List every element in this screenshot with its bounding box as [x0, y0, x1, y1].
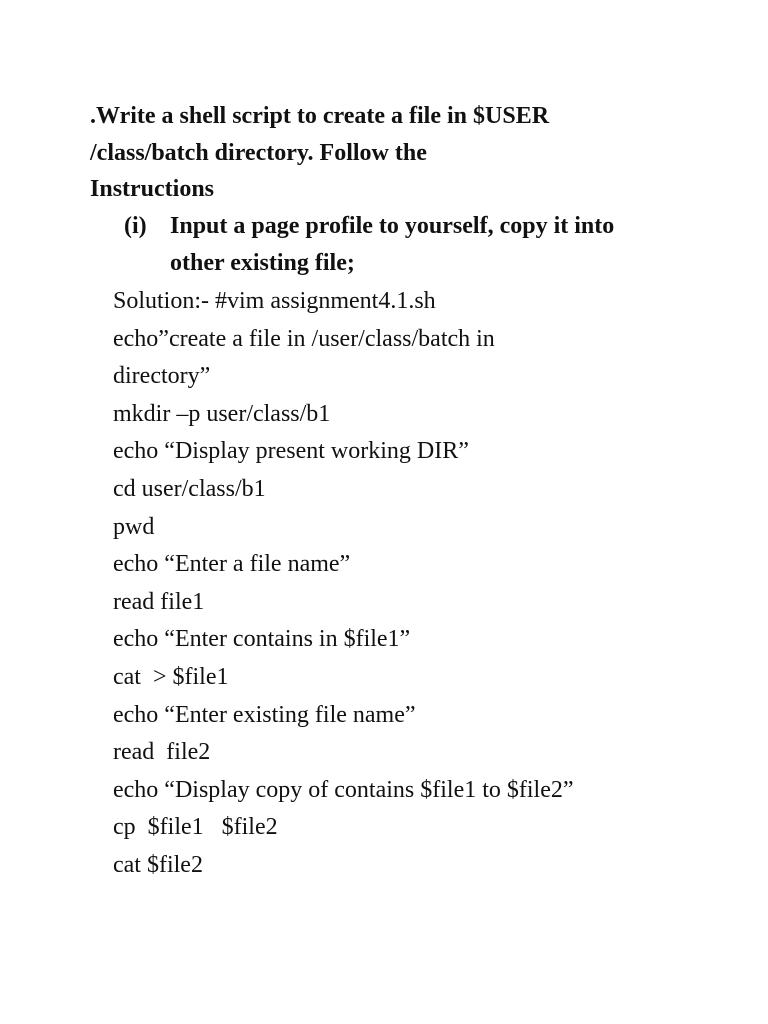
code-line: cat > $file1 — [113, 663, 229, 690]
code-line: read file2 — [113, 739, 211, 766]
code-line: read file1 — [113, 588, 205, 615]
code-line: cat $file2 — [113, 851, 203, 878]
code-line: echo “Enter existing file name” — [113, 701, 416, 728]
question-line: Instructions — [90, 176, 215, 202]
instruction-text — [170, 208, 750, 282]
instruction-line: Input a page profile to yourself, copy it into — [170, 213, 615, 239]
question-line: /class/batch directory. Follow the — [90, 139, 427, 166]
code-line: mkdir –p user/class/b1 — [113, 400, 331, 427]
instruction-marker: (i) — [124, 213, 147, 239]
code-line: echo “Display present working DIR” — [113, 438, 469, 465]
instruction-line: other existing file; — [170, 250, 355, 276]
code-line: echo “Enter contains in $file1” — [113, 626, 411, 653]
question-heading — [90, 98, 730, 208]
solution-block — [113, 283, 733, 885]
code-line: pwd — [113, 513, 155, 540]
code-line: cd user/class/b1 — [113, 475, 266, 502]
code-line: cp $file1 $file2 — [113, 814, 278, 841]
code-line: directory” — [113, 363, 211, 390]
code-line: echo “Display copy of contains $file1 to $file2” — [113, 776, 574, 803]
code-line: echo”create a file in /user/class/batch in — [113, 325, 495, 352]
code-line: echo “Enter a file name” — [113, 551, 351, 578]
solution-line: Solution:- #vim assignment4.1.sh — [113, 288, 436, 314]
question-line: .Write a shell script to create a file in $USER — [90, 103, 550, 129]
